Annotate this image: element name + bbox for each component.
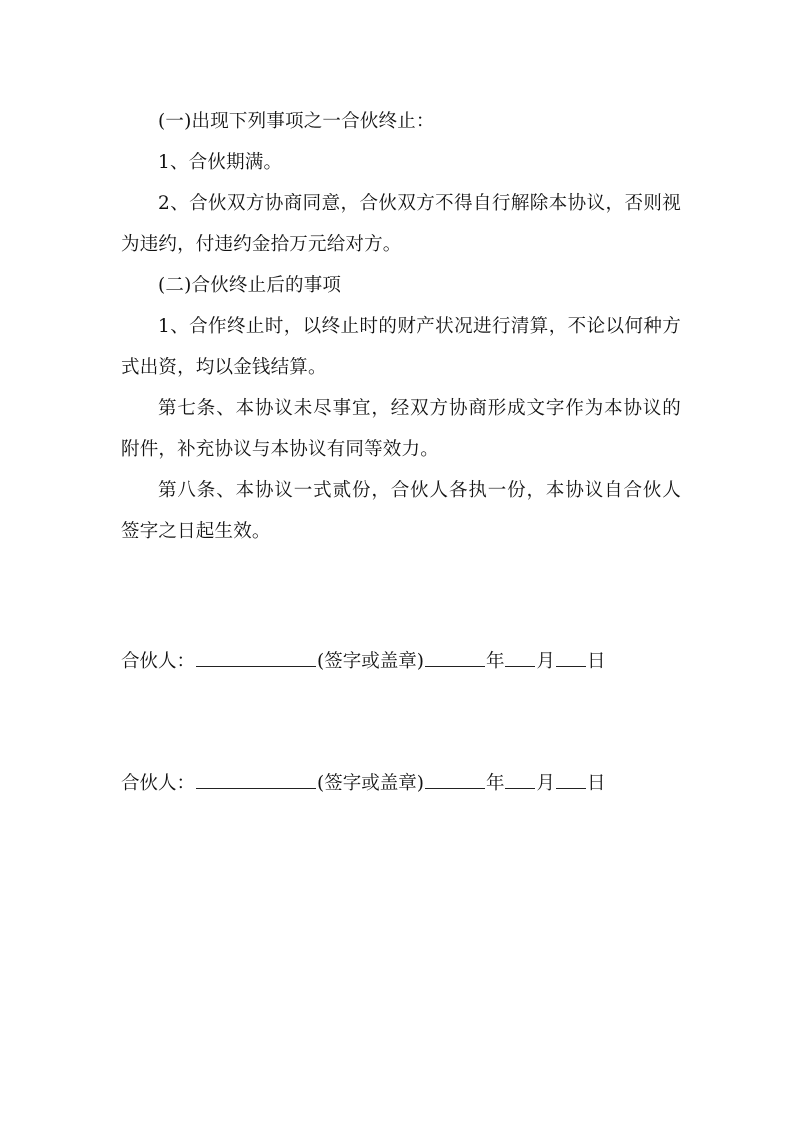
month-label: 月 (536, 651, 555, 672)
signature-blank[interactable] (196, 646, 316, 667)
clause-liquidation: 1、合作终止时，以终止时的财产状况进行清算，不论以何种方式出资，均以金钱结算。 (121, 316, 681, 378)
signature-line-1 (121, 646, 721, 677)
clause-termination-conditions: (一)出现下列事项之一合伙终止： (158, 111, 435, 132)
day-blank[interactable] (556, 646, 586, 667)
year-blank[interactable] (425, 768, 485, 789)
day-label: 日 (586, 773, 606, 794)
month-blank[interactable] (505, 646, 535, 667)
clause-post-termination-heading: (二)合伙终止后的事项 (158, 275, 342, 296)
sign-or-seal-note: (签字或盖章) (317, 773, 424, 794)
signature-blank[interactable] (196, 768, 316, 789)
document-body (121, 101, 681, 552)
month-blank[interactable] (505, 768, 535, 789)
day-label: 日 (586, 651, 606, 672)
signature-line-2 (121, 768, 721, 799)
clause-mutual-agreement: 2、合伙双方协商同意，合伙双方不得自行解除本协议，否则视为违约，付违约金拾万元给对方。 (121, 193, 681, 255)
year-blank[interactable] (425, 646, 485, 667)
partner-label: 合伙人： (121, 651, 196, 672)
clause-term-expiry: 1、合伙期满。 (158, 152, 283, 173)
article-eight: 第八条、本协议一式贰份，合伙人各执一份，本协议自合伙人签字之日起生效。 (121, 480, 681, 542)
year-label: 年 (485, 651, 505, 672)
day-blank[interactable] (556, 768, 586, 789)
article-seven: 第七条、本协议未尽事宜，经双方协商形成文字作为本协议的附件，补充协议与本协议有同等效力。 (121, 398, 681, 460)
month-label: 月 (536, 773, 555, 794)
year-label: 年 (485, 773, 505, 794)
partner-label: 合伙人： (121, 773, 196, 794)
sign-or-seal-note: (签字或盖章) (317, 651, 424, 672)
